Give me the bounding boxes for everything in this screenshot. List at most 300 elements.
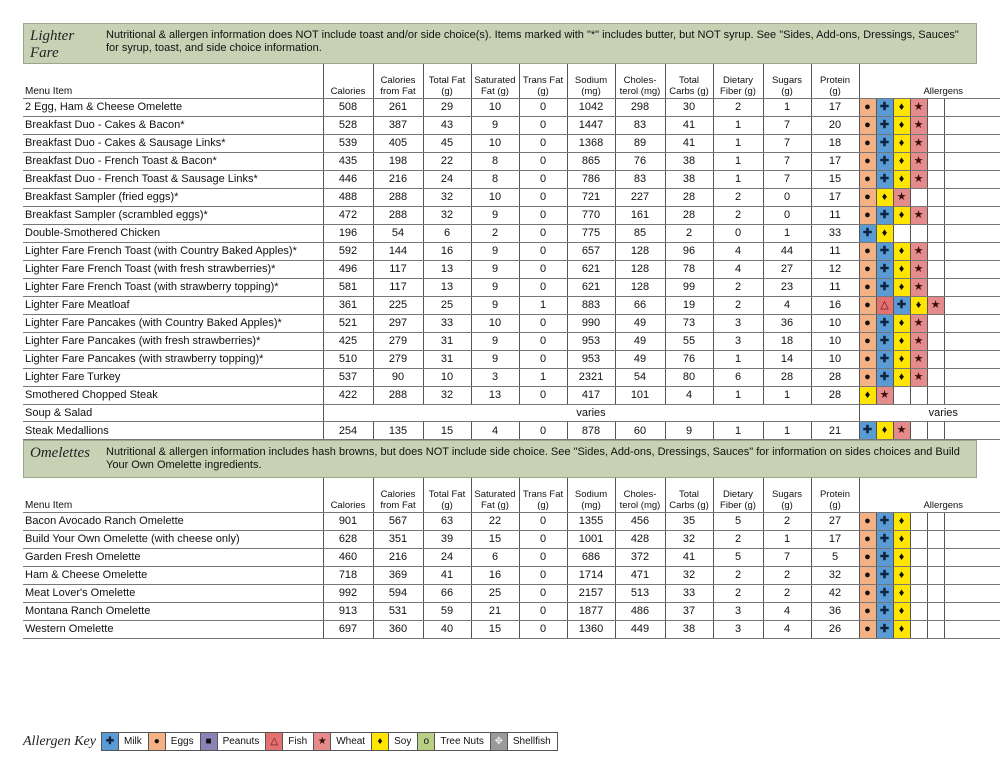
nutrition-value: 953 — [567, 332, 615, 350]
allergen-cells — [859, 278, 1000, 296]
nutrition-value: 865 — [567, 152, 615, 170]
nutrition-value: 0 — [519, 386, 567, 404]
omelettes-table — [23, 478, 1000, 639]
nutrition-value: 15 — [471, 620, 519, 638]
table-row — [23, 548, 1000, 566]
soy-allergen-icon: ♦ — [877, 189, 894, 206]
nutrition-value: 78 — [665, 260, 713, 278]
nutrition-value: 1 — [713, 134, 763, 152]
allergen-strip — [860, 225, 1000, 242]
nutrition-value: 10 — [471, 188, 519, 206]
milk-allergen-icon: ✚ — [877, 243, 894, 260]
nutrition-value: 288 — [373, 188, 423, 206]
col-label-line: Allergens — [923, 85, 964, 97]
col-fiber — [713, 478, 763, 512]
menu-item-name: Montana Ranch Omelette — [23, 602, 323, 620]
nutrition-value: 27 — [763, 260, 811, 278]
nutrition-value: 41 — [665, 548, 713, 566]
nutrition-value: 32 — [423, 188, 471, 206]
nutrition-value: 992 — [323, 584, 373, 602]
menu-item-name: Double-Smothered Chicken — [23, 224, 323, 242]
nutrition-value: 621 — [567, 260, 615, 278]
nutrition-value: 297 — [373, 314, 423, 332]
eggs-allergen-icon: ● — [860, 135, 877, 152]
milk-allergen-icon: ✚ — [877, 513, 894, 530]
menu-item-name: Soup & Salad — [23, 404, 323, 422]
eggs-allergen-icon: ● — [860, 207, 877, 224]
allergen-strip — [860, 99, 1000, 116]
allergen-strip — [860, 297, 1000, 314]
nutrition-value: 83 — [615, 116, 665, 134]
allergen-strip — [860, 315, 1000, 332]
nutrition-value: 770 — [567, 206, 615, 224]
nutrition-value: 28 — [811, 368, 859, 386]
nutrition-value: 216 — [373, 170, 423, 188]
eggs-allergen-icon: ● — [860, 315, 877, 332]
soy-allergen-icon: ♦ — [877, 225, 894, 242]
allergen-cells — [859, 152, 1000, 170]
nutrition-value: 913 — [323, 602, 373, 620]
nutrition-value: 20 — [811, 116, 859, 134]
nutrition-value: 0 — [519, 224, 567, 242]
empty-allergen-cell — [911, 513, 928, 530]
nutrition-value: 11 — [811, 242, 859, 260]
nutrition-value: 2 — [471, 224, 519, 242]
col-label-line: terol (mg) — [619, 85, 661, 97]
soy-allergen-icon: ♦ — [894, 315, 911, 332]
key-item-label: Soy — [394, 736, 412, 747]
nutrition-value: 0 — [519, 188, 567, 206]
nutrition-value: 28 — [665, 188, 713, 206]
nutrition-value: 44 — [763, 242, 811, 260]
nutrition-value: 360 — [373, 620, 423, 638]
col-label-line: (g) — [781, 499, 793, 511]
col-carbs — [665, 64, 713, 98]
empty-allergen-cell — [911, 225, 928, 242]
soy-allergen-icon: ♦ — [894, 549, 911, 566]
nutrition-value: 33 — [811, 224, 859, 242]
col-label-line: terol (mg) — [619, 499, 661, 511]
menu-item-name: Ham & Cheese Omelette — [23, 566, 323, 584]
col-label-line: Saturated — [474, 74, 516, 86]
col-cal-fat — [373, 478, 423, 512]
nutrition-value: 1 — [763, 98, 811, 116]
key-item-fish — [266, 733, 314, 750]
soy-allergen-icon: ♦ — [911, 297, 928, 314]
wheat-allergen-icon: ★ — [911, 261, 928, 278]
key-item-treenuts — [418, 733, 491, 750]
nutrition-value: 721 — [567, 188, 615, 206]
milk-allergen-icon: ✚ — [877, 279, 894, 296]
nutrition-value: 486 — [615, 602, 665, 620]
nutrition-value: 0 — [519, 332, 567, 350]
nutrition-value: 216 — [373, 548, 423, 566]
menu-item-name: Lighter Fare French Toast (with strawberry topping)* — [23, 278, 323, 296]
nutrition-value: 2 — [713, 188, 763, 206]
empty-allergen-cell — [911, 603, 928, 620]
soy-allergen-icon: ♦ — [894, 351, 911, 368]
nutrition-value: 9 — [471, 260, 519, 278]
nutrition-value: 7 — [763, 134, 811, 152]
allergen-strip — [860, 279, 1000, 296]
col-label-line: Fat (g) — [481, 85, 509, 97]
col-label-line: Allergens — [923, 499, 964, 511]
nutrition-value: 128 — [615, 278, 665, 296]
milk-key-icon: ✚ — [102, 733, 119, 750]
eggs-allergen-icon: ● — [860, 261, 877, 278]
wheat-allergen-icon: ★ — [911, 171, 928, 188]
nutrition-value: 12 — [811, 260, 859, 278]
nutrition-value: 42 — [811, 584, 859, 602]
milk-allergen-icon: ✚ — [877, 585, 894, 602]
nutrition-value: 878 — [567, 422, 615, 440]
empty-allergen-cell — [928, 189, 945, 206]
nutrition-value: 1877 — [567, 602, 615, 620]
nutrition-value: 2 — [713, 530, 763, 548]
nutrition-value: 0 — [519, 98, 567, 116]
allergen-cells — [859, 242, 1000, 260]
milk-allergen-icon: ✚ — [877, 333, 894, 350]
empty-allergen-cell — [928, 225, 945, 242]
allergen-strip — [860, 585, 1000, 602]
wheat-allergen-icon: ★ — [894, 189, 911, 206]
col-label-line: (mg) — [581, 85, 601, 97]
empty-allergen-cell — [911, 621, 928, 638]
col-label-line: Total — [678, 488, 700, 500]
allergen-strip — [860, 369, 1000, 386]
nutrition-value: 4 — [713, 260, 763, 278]
soy-allergen-icon: ♦ — [894, 99, 911, 116]
nutrition-value: 1355 — [567, 512, 615, 530]
empty-allergen-cell — [928, 585, 945, 602]
milk-allergen-icon: ✚ — [894, 297, 911, 314]
allergen-strip — [860, 333, 1000, 350]
menu-item-name: Bacon Avocado Ranch Omelette — [23, 512, 323, 530]
nutrition-value: 449 — [615, 620, 665, 638]
nutrition-value: 3 — [713, 314, 763, 332]
nutrition-value: 446 — [323, 170, 373, 188]
wheat-allergen-icon: ★ — [911, 117, 928, 134]
nutrition-value: 80 — [665, 368, 713, 386]
menu-item-name: Breakfast Sampler (fried eggs)* — [23, 188, 323, 206]
eggs-allergen-icon: ● — [860, 567, 877, 584]
nutrition-value: 0 — [519, 566, 567, 584]
table-row — [23, 224, 1000, 242]
col-cal-fat — [373, 64, 423, 98]
allergen-strip — [860, 207, 1000, 224]
nutrition-value: 2 — [665, 224, 713, 242]
milk-allergen-icon: ✚ — [877, 135, 894, 152]
nutrition-value: 1 — [713, 152, 763, 170]
wheat-allergen-icon: ★ — [911, 369, 928, 386]
soy-allergen-icon: ♦ — [877, 422, 894, 439]
allergen-cells — [859, 260, 1000, 278]
nutrition-value: 594 — [373, 584, 423, 602]
nutrition-value: 990 — [567, 314, 615, 332]
menu-item-name: Breakfast Duo - Cakes & Sausage Links* — [23, 134, 323, 152]
nutrition-value: 0 — [519, 116, 567, 134]
nutrition-value: 36 — [763, 314, 811, 332]
nutrition-value: 16 — [471, 566, 519, 584]
allergen-strip — [860, 603, 1000, 620]
empty-allergen-cell — [928, 99, 945, 116]
nutrition-value: 0 — [519, 314, 567, 332]
allergen-cells — [859, 188, 1000, 206]
col-label-line: Saturated — [474, 488, 516, 500]
col-label-line: Total — [678, 74, 700, 86]
nutrition-value: 531 — [373, 602, 423, 620]
eggs-allergen-icon: ● — [860, 189, 877, 206]
nutrition-value: 28 — [811, 386, 859, 404]
nutrition-value: 55 — [665, 332, 713, 350]
allergen-key-box — [101, 732, 558, 751]
nutrition-value: 144 — [373, 242, 423, 260]
empty-allergen-cell — [928, 531, 945, 548]
table-row — [23, 368, 1000, 386]
col-carbs — [665, 478, 713, 512]
nutrition-value: 13 — [471, 386, 519, 404]
allergen-cells — [859, 620, 1000, 638]
table-row — [23, 98, 1000, 116]
col-label-line: (g) — [829, 85, 841, 97]
allergen-cells — [859, 296, 1000, 314]
menu-item-name: Garden Fresh Omelette — [23, 548, 323, 566]
col-label-line: from Fat — [380, 85, 416, 97]
col-trans-fat — [519, 64, 567, 98]
empty-allergen-cell — [928, 117, 945, 134]
nutrition-value: 196 — [323, 224, 373, 242]
col-label-line: (mg) — [581, 499, 601, 511]
soy-allergen-icon: ♦ — [894, 621, 911, 638]
nutrition-value: 22 — [423, 152, 471, 170]
nutrition-value: 496 — [323, 260, 373, 278]
nutrition-value: 8 — [471, 152, 519, 170]
nutrition-value: 422 — [323, 386, 373, 404]
col-sodium — [567, 64, 615, 98]
nutrition-value: 2 — [713, 98, 763, 116]
nutrition-value: 0 — [519, 584, 567, 602]
nutrition-value: 0 — [763, 188, 811, 206]
table-row — [23, 242, 1000, 260]
col-total-fat — [423, 478, 471, 512]
lighter-fare-header-row — [23, 64, 1000, 98]
nutrition-value: 101 — [615, 386, 665, 404]
nutrition-value: 1001 — [567, 530, 615, 548]
key-item-milk — [102, 733, 149, 750]
nutrition-value: 5 — [713, 548, 763, 566]
wheat-allergen-icon: ★ — [911, 351, 928, 368]
nutrition-value: 38 — [665, 152, 713, 170]
nutrition-value: 883 — [567, 296, 615, 314]
menu-item-name: Breakfast Duo - French Toast & Sausage Links* — [23, 170, 323, 188]
empty-allergen-cell — [911, 422, 928, 439]
col-label-line: Carbs (g) — [669, 499, 709, 511]
empty-allergen-cell — [894, 225, 911, 242]
nutrition-value: 73 — [665, 314, 713, 332]
nutrition-value: 99 — [665, 278, 713, 296]
soy-allergen-icon: ♦ — [894, 513, 911, 530]
nutrition-value: 40 — [423, 620, 471, 638]
milk-allergen-icon: ✚ — [877, 621, 894, 638]
empty-allergen-cell — [911, 189, 928, 206]
milk-allergen-icon: ✚ — [860, 225, 877, 242]
nutrition-value: 128 — [615, 242, 665, 260]
empty-allergen-cell — [911, 585, 928, 602]
table-row — [23, 152, 1000, 170]
nutrition-value: 7 — [763, 170, 811, 188]
col-allergens — [859, 478, 1000, 512]
nutrition-value: 0 — [713, 224, 763, 242]
nutrition-value: 10 — [471, 134, 519, 152]
col-sugars — [763, 64, 811, 98]
nutrition-value: 49 — [615, 350, 665, 368]
soy-allergen-icon: ♦ — [894, 135, 911, 152]
nutrition-value: 1 — [763, 530, 811, 548]
nutrition-value: 537 — [323, 368, 373, 386]
eggs-key-icon: ● — [149, 733, 166, 750]
nutrition-value: 1368 — [567, 134, 615, 152]
nutrition-value: 0 — [519, 602, 567, 620]
nutrition-value: 1 — [763, 422, 811, 440]
menu-item-name: Lighter Fare Pancakes (with strawberry topping)* — [23, 350, 323, 368]
nutrition-value: 628 — [323, 530, 373, 548]
col-label-line: (g) — [537, 85, 549, 97]
soy-allergen-icon: ♦ — [894, 531, 911, 548]
lighter-fare-note: Nutritional & allergen information does NOT include toast and/or side choice(s). Items marked with "*" includes butter, but NOT syrup. See "Sides, Add-ons, Dressings, Sauces" for syrup, toast, and side choice information. — [106, 29, 959, 54]
nutrition-value: 5 — [811, 548, 859, 566]
nutrition-value: 16 — [811, 296, 859, 314]
nutrition-value: 2 — [713, 278, 763, 296]
nutrition-value: 9 — [471, 206, 519, 224]
nutrition-value: 6 — [423, 224, 471, 242]
col-total-fat — [423, 64, 471, 98]
nutrition-value: 54 — [373, 224, 423, 242]
table-row — [23, 332, 1000, 350]
nutrition-value: 405 — [373, 134, 423, 152]
milk-allergen-icon: ✚ — [877, 351, 894, 368]
nutrition-value: 13 — [423, 278, 471, 296]
col-label-line: Calories — [330, 499, 366, 511]
allergen-cells — [859, 134, 1000, 152]
menu-item-name: Meat Lover's Omelette — [23, 584, 323, 602]
nutrition-value: 298 — [615, 98, 665, 116]
key-item-label: Shellfish — [512, 736, 551, 747]
table-row — [23, 386, 1000, 404]
allergen-cells — [859, 530, 1000, 548]
omelettes-header — [23, 440, 977, 478]
fish-allergen-icon: △ — [877, 297, 894, 314]
nutrition-value: 0 — [519, 530, 567, 548]
col-label-line: Sodium — [574, 488, 608, 500]
wheat-allergen-icon: ★ — [911, 99, 928, 116]
nutrition-value: 3 — [713, 332, 763, 350]
nutrition-value: 59 — [423, 602, 471, 620]
nutrition-value: 49 — [615, 314, 665, 332]
nutrition-value: 85 — [615, 224, 665, 242]
empty-allergen-cell — [928, 315, 945, 332]
table-row — [23, 602, 1000, 620]
milk-allergen-icon: ✚ — [877, 153, 894, 170]
nutrition-value: 528 — [323, 116, 373, 134]
col-label-line: Fiber (g) — [720, 499, 756, 511]
nutrition-value: 225 — [373, 296, 423, 314]
milk-allergen-icon: ✚ — [877, 207, 894, 224]
allergen-strip — [860, 387, 1000, 404]
table-row — [23, 206, 1000, 224]
menu-item-name: Western Omelette — [23, 620, 323, 638]
nutrition-value: 22 — [471, 512, 519, 530]
nutrition-value: 41 — [423, 566, 471, 584]
col-label-line: Total Fat — [428, 488, 466, 500]
nutrition-value: 521 — [323, 314, 373, 332]
col-label-line: (g) — [537, 499, 549, 511]
nutrition-value: 32 — [665, 566, 713, 584]
menu-item-name: Lighter Fare Pancakes (with fresh strawberries)* — [23, 332, 323, 350]
nutrition-value: 83 — [615, 170, 665, 188]
allergen-strip — [860, 117, 1000, 134]
col-trans-fat — [519, 478, 567, 512]
nutrition-value: 37 — [665, 602, 713, 620]
col-label-line: (g) — [441, 85, 453, 97]
nutrition-value: 901 — [323, 512, 373, 530]
allergen-strip — [860, 243, 1000, 260]
milk-allergen-icon: ✚ — [877, 567, 894, 584]
table-row — [23, 116, 1000, 134]
table-row — [23, 566, 1000, 584]
table-row — [23, 296, 1000, 314]
peanuts-key-icon: ■ — [201, 733, 218, 750]
nutrition-value: 4 — [665, 386, 713, 404]
milk-allergen-icon: ✚ — [877, 171, 894, 188]
col-chol — [615, 478, 665, 512]
nutrition-value: 657 — [567, 242, 615, 260]
nutrition-value: 510 — [323, 350, 373, 368]
nutrition-value: 27 — [811, 512, 859, 530]
nutrition-value: 76 — [665, 350, 713, 368]
nutrition-value: 0 — [519, 134, 567, 152]
nutrition-value: 18 — [763, 332, 811, 350]
eggs-allergen-icon: ● — [860, 549, 877, 566]
nutrition-value: 508 — [323, 98, 373, 116]
key-item-label: Peanuts — [222, 736, 260, 747]
nutrition-value: 17 — [811, 152, 859, 170]
eggs-allergen-icon: ● — [860, 333, 877, 350]
nutrition-value: 31 — [423, 332, 471, 350]
nutrition-value: 38 — [665, 620, 713, 638]
allergen-cells — [859, 584, 1000, 602]
table-row — [23, 620, 1000, 638]
table-row — [23, 512, 1000, 530]
col-label-line: (g) — [781, 85, 793, 97]
nutrition-value: 2 — [763, 512, 811, 530]
wheat-allergen-icon: ★ — [911, 243, 928, 260]
milk-allergen-icon: ✚ — [860, 422, 877, 439]
allergen-strip — [860, 422, 1000, 439]
nutrition-value: 89 — [615, 134, 665, 152]
nutrition-value: 1 — [519, 296, 567, 314]
nutrition-value: 6 — [471, 548, 519, 566]
menu-item-name: Breakfast Duo - Cakes & Bacon* — [23, 116, 323, 134]
col-sat-fat — [471, 478, 519, 512]
allergen-strip — [860, 171, 1000, 188]
nutrition-value: 33 — [423, 314, 471, 332]
empty-allergen-cell — [928, 153, 945, 170]
col-label-line: Fat (g) — [481, 499, 509, 511]
allergen-key-label: Allergen Key — [23, 733, 96, 749]
allergen-strip — [860, 549, 1000, 566]
nutrition-value: 32 — [423, 386, 471, 404]
nutrition-value: 0 — [519, 548, 567, 566]
